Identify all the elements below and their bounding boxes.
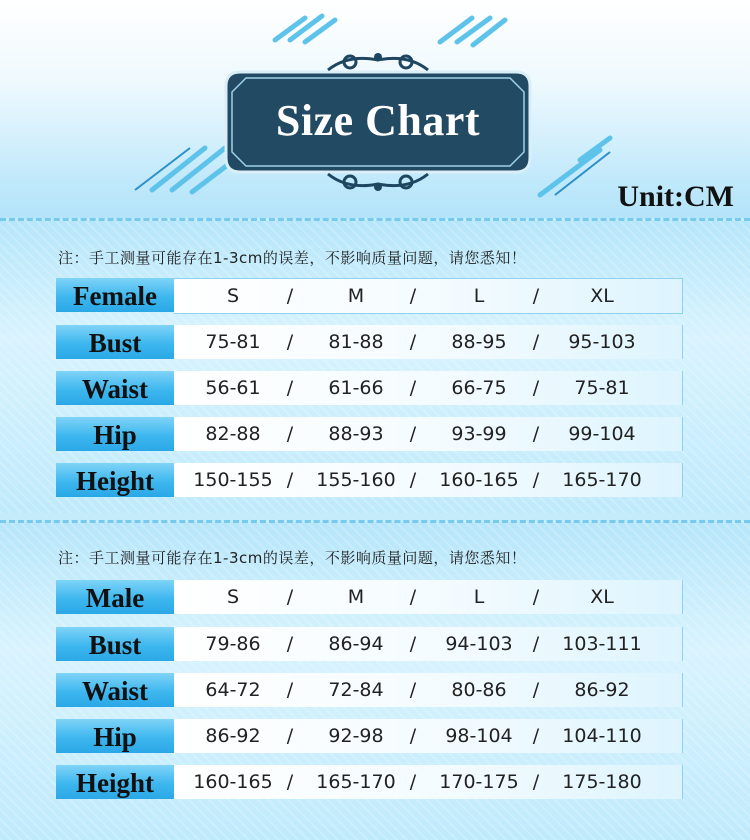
separator: /: [409, 771, 417, 793]
male-header-row: [56, 580, 682, 614]
separator: /: [532, 423, 540, 445]
separator: /: [532, 771, 540, 793]
cell: 98-104: [445, 725, 513, 747]
male-size-panel: [0, 520, 750, 840]
row-label: Hip: [56, 719, 174, 753]
male-height-row: [56, 765, 682, 799]
row-label: Hip: [56, 417, 174, 451]
row-label: Bust: [56, 325, 174, 359]
row-values: [174, 371, 683, 405]
female-hip-row: [56, 417, 682, 451]
female-waist-row: [56, 371, 682, 405]
cell: 79-86: [205, 633, 261, 655]
cell: 103-111: [562, 633, 642, 655]
row-values: [174, 627, 683, 661]
cell: 93-99: [451, 423, 507, 445]
cell: 99-104: [568, 423, 636, 445]
cell: 75-81: [574, 377, 630, 399]
cell: S: [226, 285, 240, 307]
separator: /: [409, 285, 417, 307]
cell: M: [347, 586, 365, 608]
row-values: [174, 278, 683, 314]
separator: /: [532, 377, 540, 399]
separator: /: [532, 586, 540, 608]
cell: 165-170: [562, 469, 642, 491]
cell: 66-75: [451, 377, 507, 399]
cell: 61-66: [328, 377, 384, 399]
cell: 165-170: [316, 771, 396, 793]
cell: L: [473, 586, 485, 608]
separator: /: [286, 331, 294, 353]
separator: /: [532, 331, 540, 353]
cell: 81-88: [328, 331, 384, 353]
row-values: [174, 417, 683, 451]
separator: /: [286, 285, 294, 307]
cell: 175-180: [562, 771, 642, 793]
page-title: Size Chart: [275, 96, 481, 145]
separator: /: [532, 679, 540, 701]
separator: /: [286, 725, 294, 747]
cell: XL: [590, 586, 614, 608]
cell: M: [347, 285, 365, 307]
measurement-note: 注：手工测量可能存在1-3cm的误差，不影响质量问题，请您悉知！: [58, 249, 527, 267]
cell: 104-110: [562, 725, 642, 747]
cell: S: [226, 586, 240, 608]
cell: 86-94: [328, 633, 384, 655]
separator: /: [409, 633, 417, 655]
cell: 86-92: [205, 725, 261, 747]
row-label: Bust: [56, 627, 174, 661]
cell: 72-84: [328, 679, 384, 701]
cell: L: [473, 285, 485, 307]
separator: /: [532, 633, 540, 655]
cell: 88-93: [328, 423, 384, 445]
cell: 160-165: [439, 469, 519, 491]
separator: /: [409, 679, 417, 701]
row-values: [174, 719, 683, 753]
cell: 92-98: [328, 725, 384, 747]
measurement-note: 注：手工测量可能存在1-3cm的误差，不影响质量问题，请您悉知！: [58, 549, 527, 567]
cell: 160-165: [193, 771, 273, 793]
separator: /: [532, 469, 540, 491]
row-values: [174, 463, 683, 497]
separator: /: [409, 377, 417, 399]
row-values: [174, 325, 683, 359]
row-label: Height: [56, 463, 174, 497]
cell: XL: [590, 285, 614, 307]
female-header-row: [56, 278, 682, 312]
male-bust-row: [56, 627, 682, 661]
row-values: [174, 673, 683, 707]
unit-label: Unit:CM: [617, 180, 734, 213]
cell: 86-92: [574, 679, 630, 701]
row-label: Waist: [56, 673, 174, 707]
separator: /: [409, 331, 417, 353]
cell: 155-160: [316, 469, 396, 491]
row-label: Waist: [56, 371, 174, 405]
separator: /: [286, 377, 294, 399]
row-values: [174, 765, 683, 799]
separator: /: [532, 285, 540, 307]
separator: /: [409, 469, 417, 491]
female-bust-row: [56, 325, 682, 359]
cell: 80-86: [451, 679, 507, 701]
row-label: Female: [56, 278, 174, 312]
cell: 82-88: [205, 423, 261, 445]
female-height-row: [56, 463, 682, 497]
male-waist-row: [56, 673, 682, 707]
separator: /: [532, 725, 540, 747]
cell: 64-72: [205, 679, 261, 701]
row-label: Male: [56, 580, 174, 614]
separator: /: [286, 423, 294, 445]
cell: 75-81: [205, 331, 261, 353]
male-hip-row: [56, 719, 682, 753]
separator: /: [286, 679, 294, 701]
female-size-panel: [0, 218, 750, 513]
separator: /: [286, 771, 294, 793]
header: [0, 0, 750, 215]
cell: 170-175: [439, 771, 519, 793]
separator: /: [409, 725, 417, 747]
cell: 150-155: [193, 469, 273, 491]
row-values: [174, 580, 683, 614]
cell: 94-103: [445, 633, 513, 655]
separator: /: [286, 586, 294, 608]
separator: /: [286, 469, 294, 491]
separator: /: [286, 633, 294, 655]
cell: 88-95: [451, 331, 507, 353]
separator: /: [409, 586, 417, 608]
cell: 56-61: [205, 377, 261, 399]
cell: 95-103: [568, 331, 636, 353]
row-label: Height: [56, 765, 174, 799]
separator: /: [409, 423, 417, 445]
